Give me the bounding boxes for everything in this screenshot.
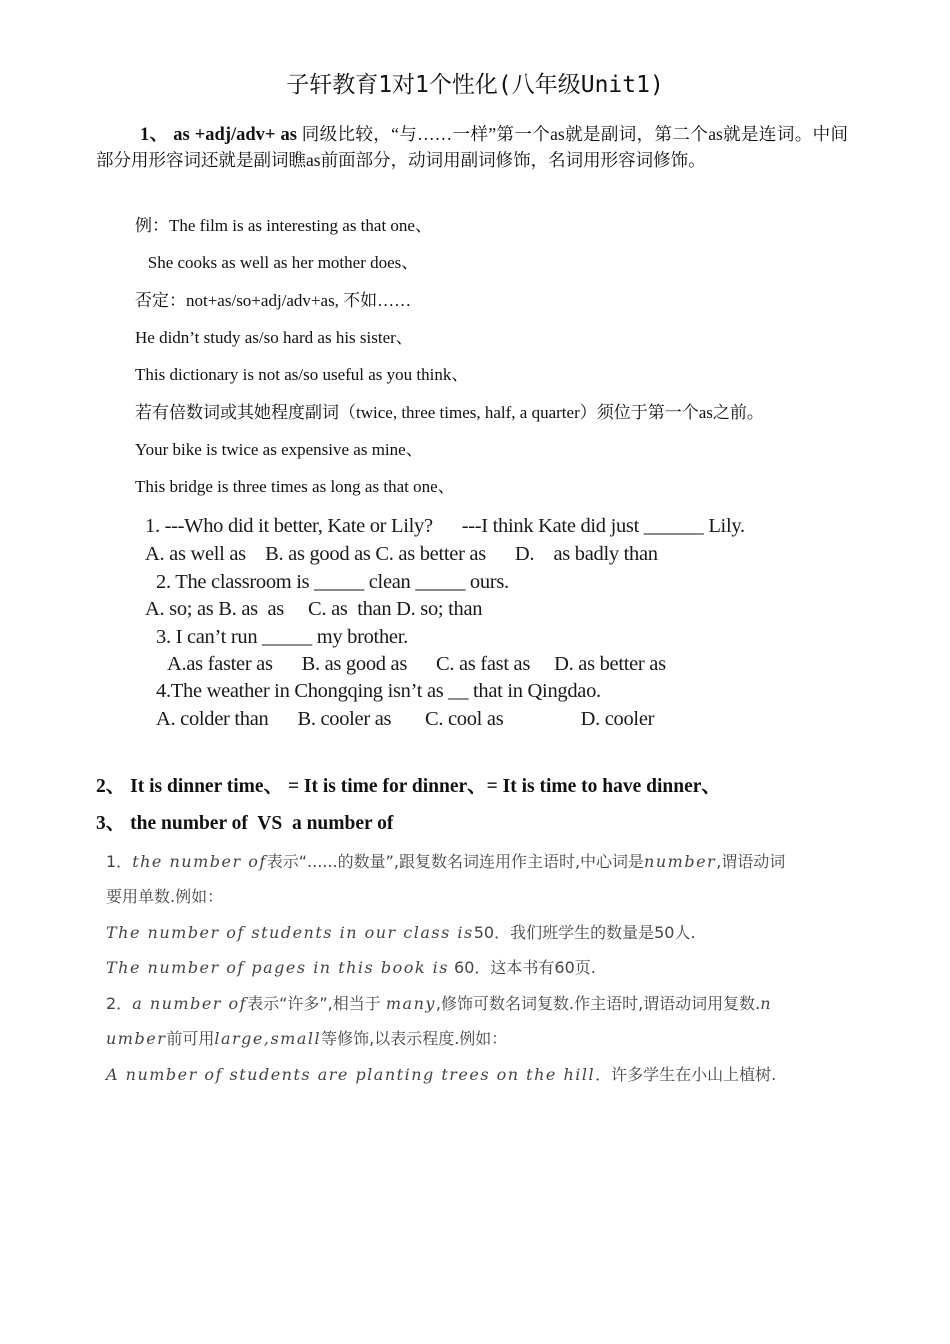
section-2-heading [96, 770, 721, 798]
note-line: 要用单数.例如： [106, 887, 224, 906]
note-example: A number of students are planting trees on the hill．许多学生在小山上植树. [106, 1065, 777, 1084]
quiz-options: A. as well as B. as good as C. as better as D. as badly than [145, 543, 658, 565]
quiz-options: A. so; as B. as as C. as than D. so; than [145, 598, 483, 620]
multiplier-rule-line: 若有倍数词或其她程度副词（twice, three times, half, a quarter）须位于第一个as之前。 [135, 403, 764, 422]
quiz-options: A. colder than B. cooler as C. cool as D. cooler [156, 708, 655, 730]
quiz-question: 4.The weather in Chongqing isn’t as __ that in Qingdao. [156, 680, 601, 702]
note-line: 2．a number of表示“许多”,相当于 many,修饰可数名词复数.作主语时,谓语动词用复数.n [106, 994, 773, 1013]
note-example: The number of students in our class is50．我们班学生的数量是50人. [106, 923, 696, 942]
example-line: Your bike is twice as expensive as mine、 [135, 440, 423, 459]
example-line: She cooks as well as her mother does、 [135, 253, 419, 272]
example-line: This bridge is three times as long as that one、 [135, 477, 455, 496]
section-1-paragraph [96, 122, 848, 173]
section-1-number: 1、 [140, 125, 169, 145]
section-2-text: It is dinner time、 = It is time for dinner、= It is time to have dinner、 [130, 776, 721, 797]
note-line: 1．the number of表示“......的数量”,跟复数名词连用作主语时,中心词是number,谓语动词 [106, 852, 786, 871]
section-3-number: 3、 [96, 813, 126, 834]
quiz-question: 3. I can’t run _____ my brother. [156, 626, 408, 648]
note-line: umber前可用large,small等修饰,以表示程度.例如： [106, 1029, 508, 1048]
section-1-intro: 同级比较，“与……一样”第一个as就是副词，第二个as就是连词。中间部分用形容词还就是副词瞧as前面部分，动词用副词修饰，名词用形容词修饰。 [96, 124, 848, 170]
quiz-question: 2. The classroom is _____ clean _____ ours. [156, 571, 509, 593]
note-example: The number of pages in this book is 60．这本书有60页. [106, 958, 596, 977]
quiz-question: 1. ---Who did it better, Kate or Lily? ---I think Kate did just ______ Lily. [145, 515, 745, 537]
example-line: He didn’t study as/so hard as his sister、 [135, 328, 413, 347]
page-title: 子轩教育1对1个性化(八年级Unit1) [286, 72, 664, 98]
example-line: This dictionary is not as/so useful as you think、 [135, 365, 469, 384]
section-3-heading [96, 807, 393, 835]
section-2-number: 2、 [96, 776, 126, 797]
section-3-text: the number of VS a number of [130, 813, 394, 834]
negation-line: 否定：not+as/so+adj/adv+as, 不如…… [135, 291, 412, 310]
example-line: 例：The film is as interesting as that one、 [135, 216, 432, 235]
section-1-formula: as +adj/adv+ as [173, 125, 297, 145]
quiz-options: A.as faster as B. as good as C. as fast as D. as better as [167, 653, 666, 675]
